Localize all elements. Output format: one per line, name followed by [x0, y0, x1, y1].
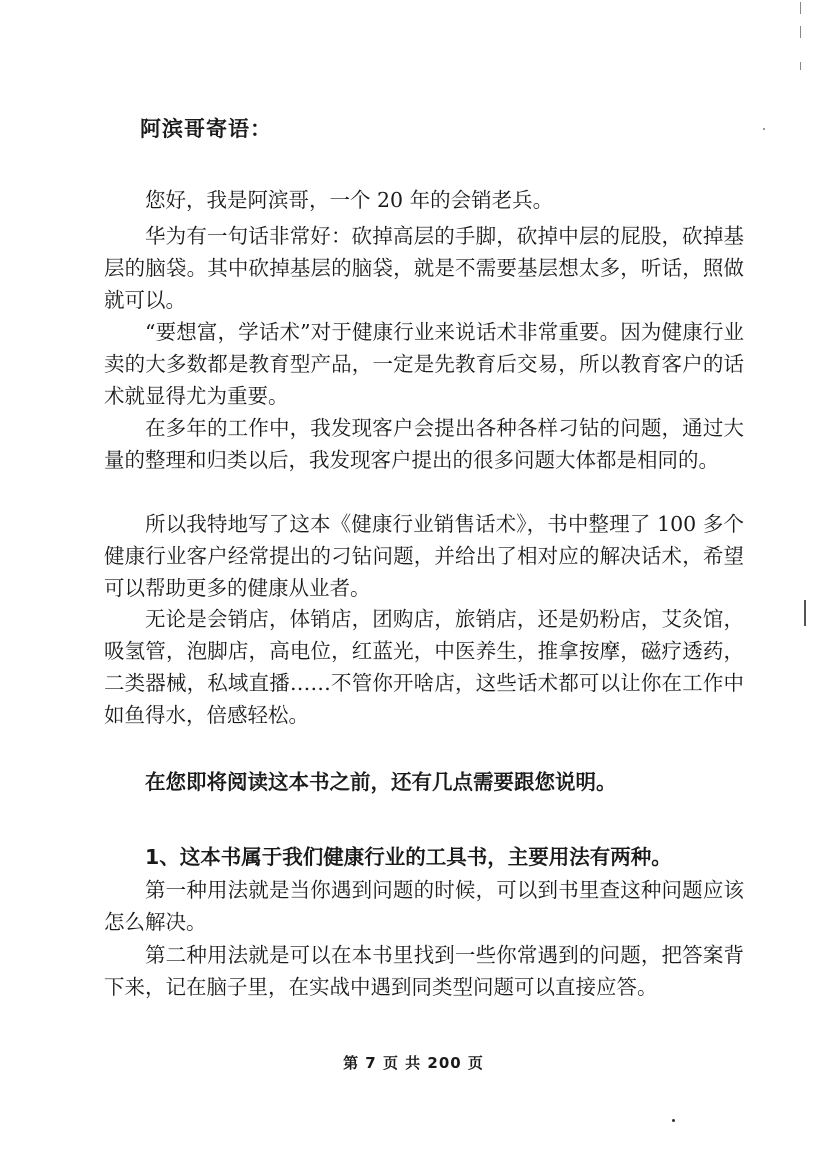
scan-mark [672, 1119, 675, 1122]
paragraph-script-importance: “要想富，学话术”对于健康行业来说话术非常重要。因为健康行业卖的大多数都是教育型产品，一定是先教育后交易，所以教育客户的话术就显得尤为重要。 [104, 320, 744, 408]
scan-mark [800, 62, 801, 70]
paragraph-experience: 在多年的工作中，我发现客户会提出各种各样刁钻的问题，通过大量的整理和归类以后，我发现客户提出的很多问题大体都是相同的。 [104, 416, 744, 472]
paragraph-book-purpose: 所以我特地写了这本《健康行业销售话术》，书中整理了 100 多个健康行业客户经常提出的刁钻问题，并给出了相对应的解决话术，希望可以帮助更多的健康从业者。 [104, 512, 744, 600]
page-title: 阿滨哥寄语： [140, 117, 272, 141]
scan-mark [763, 128, 765, 130]
page-number-footer: 第 7 页 共 200 页 [343, 1054, 484, 1072]
scan-mark [804, 600, 806, 626]
scan-mark [800, 26, 801, 38]
paragraph-store-types: 无论是会销店，体销店，团购店，旅销店，还是奶粉店，艾灸馆，吸氢管，泡脚店，高电位，红蓝光，中医养生，推拿按摩，磁疗透药，二类器械，私域直播……不管你开啥店，这些话术都可以让你在工作中如鱼得水，倍感轻松。 [104, 607, 744, 727]
paragraph-usage-two: 第二种用法就是可以在本书里找到一些你常遇到的问题，把答案背下来，记在脑子里，在实战中遇到同类型问题可以直接应答。 [104, 943, 744, 999]
paragraph-intro: 您好，我是阿滨哥，一个 20 年的会销老兵。 [145, 188, 554, 212]
paragraph-usage-one: 第一种用法就是当你遇到问题的时候，可以到书里查这种问题应该怎么解决。 [104, 878, 744, 934]
point1-heading: 1、这本书属于我们健康行业的工具书，主要用法有两种。 [145, 845, 672, 869]
scan-mark [800, 2, 801, 14]
paragraph-huawei: 华为有一句话非常好：砍掉高层的手脚，砍掉中层的屁股，砍掉基层的脑袋。其中砍掉基层的脑袋，就是不需要基层想太多，听话，照做就可以。 [104, 224, 744, 312]
notice-heading: 在您即将阅读这本书之前，还有几点需要跟您说明。 [145, 770, 617, 794]
